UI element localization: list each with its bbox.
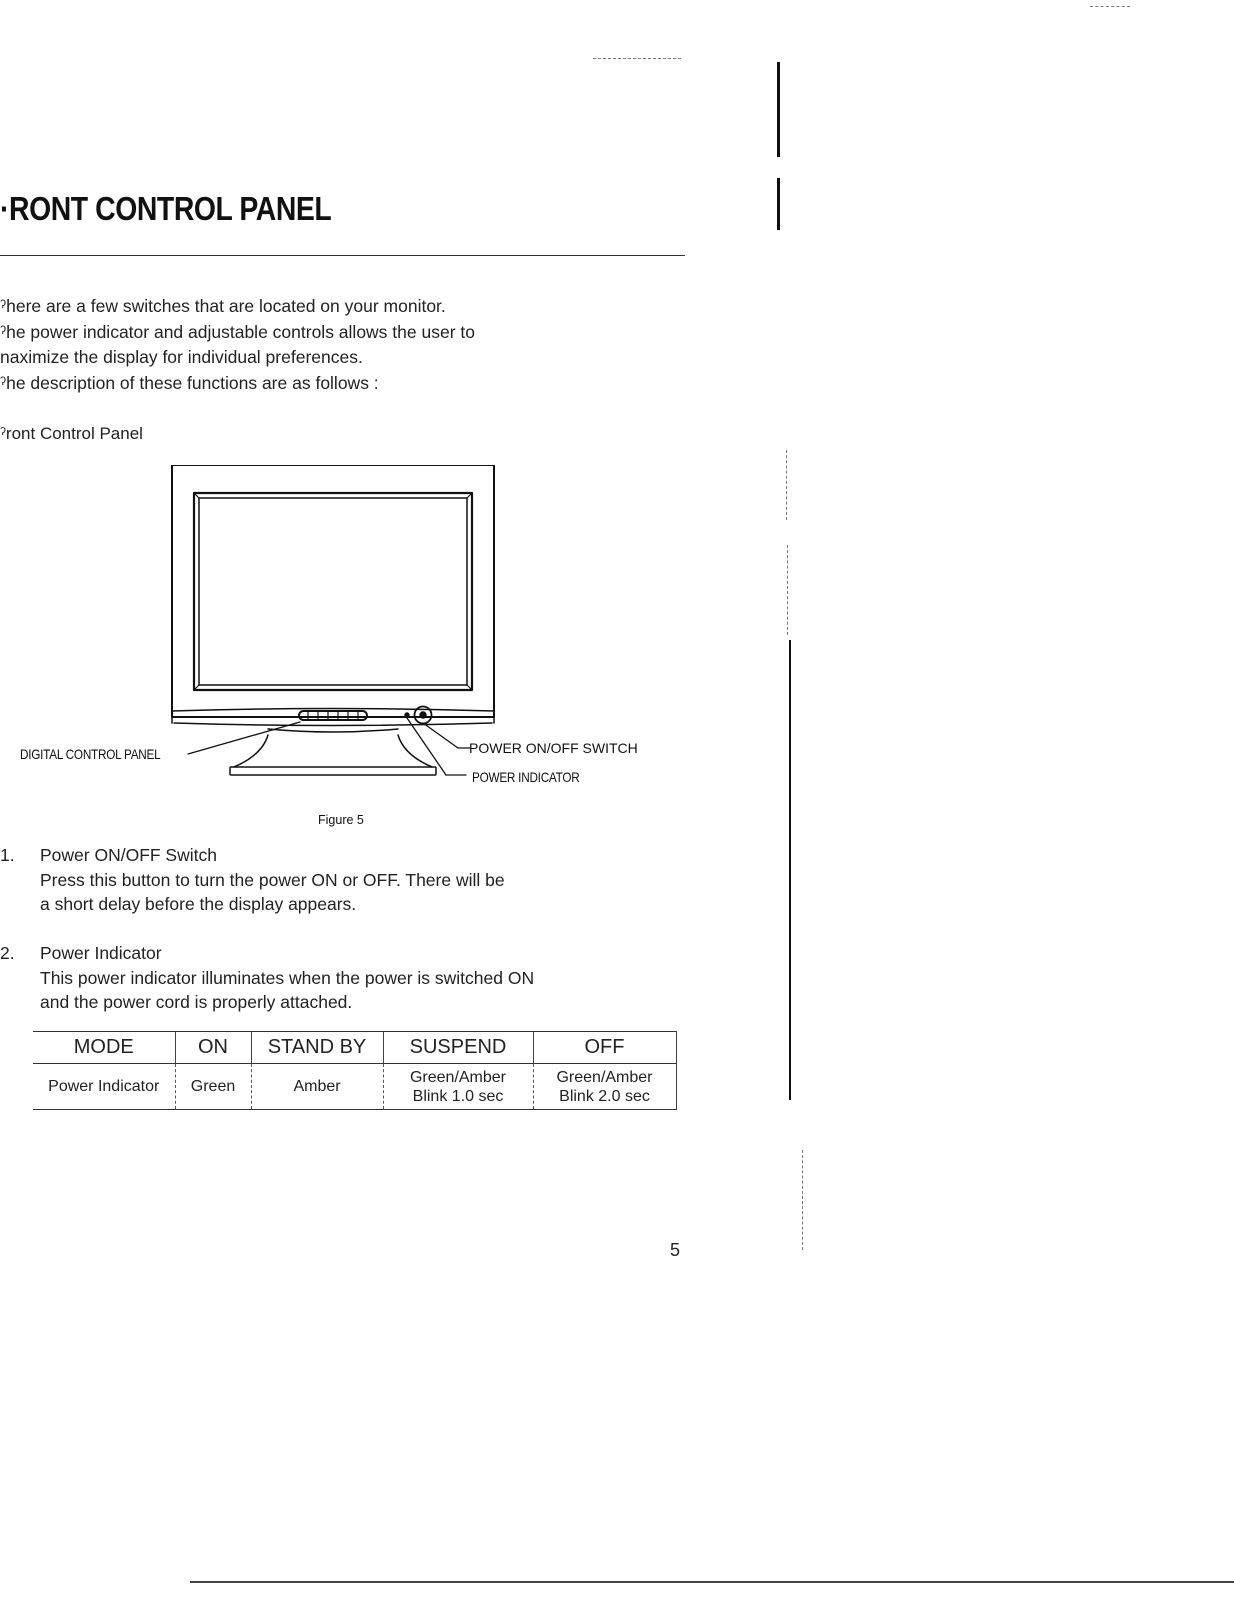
table-cell-off	[533, 1064, 676, 1110]
callout-digital-control-panel: DIGITAL CONTROL PANEL	[20, 746, 161, 762]
intro-line: ˀhe description of these functions are as follows :	[0, 372, 379, 393]
page-number: 5	[670, 1240, 681, 1260]
figure-label: ˀront Control Panel	[0, 424, 143, 443]
table-header: ON	[175, 1032, 251, 1064]
table-header: OFF	[533, 1032, 676, 1064]
table-cell-on: Green	[175, 1064, 251, 1110]
scan-mark	[786, 450, 787, 520]
scan-mark	[787, 545, 788, 635]
table-row	[33, 1064, 676, 1110]
cell-line: Blink 1.0 sec	[412, 1087, 504, 1105]
monitor-bezel	[172, 465, 494, 717]
item-number: 2.	[0, 943, 15, 963]
title-rule	[0, 255, 685, 256]
binding-mark	[777, 178, 780, 230]
item-heading: Power Indicator	[40, 943, 162, 963]
intro-paragraph	[0, 294, 475, 396]
figure-caption: Figure 5	[318, 813, 364, 827]
table-header: STAND BY	[251, 1032, 383, 1064]
scan-mark	[1090, 6, 1130, 7]
item-heading: Power ON/OFF Switch	[40, 845, 217, 865]
cell-line: Blink 2.0 sec	[559, 1087, 650, 1105]
table-cell-label: Power Indicator	[33, 1064, 175, 1110]
table-header: SUSPEND	[383, 1032, 533, 1064]
binding-mark	[789, 640, 791, 1100]
page-title: ·RONT CONTROL PANEL	[0, 190, 332, 227]
cell-line: Green/Amber	[409, 1068, 507, 1086]
item-line: and the power cord is properly attached.	[40, 992, 353, 1012]
page-edge-line	[190, 1581, 1234, 1583]
item-line: This power indicator illuminates when the power is switched ON	[40, 967, 535, 988]
intro-line: naximize the display for individual preferences.	[0, 347, 363, 367]
intro-line: ˀhe power indicator and adjustable controls allows the user to	[0, 321, 475, 342]
item-line: Press this button to turn the power ON or OFF. There will be	[40, 869, 505, 890]
monitor-screen	[199, 498, 467, 685]
table-cell-standby: Amber	[251, 1064, 383, 1110]
digital-control-buttons	[299, 711, 367, 720]
table-cell-suspend	[383, 1064, 533, 1110]
power-indicator-light	[405, 713, 409, 717]
intro-line: ˀhere are a few switches that are located on your monitor.	[0, 296, 446, 316]
monitor-base	[230, 767, 436, 775]
cell-line: Green/Amber	[556, 1068, 653, 1086]
table-header-row	[33, 1032, 676, 1064]
scan-mark	[593, 58, 681, 59]
monitor-screen-frame	[194, 493, 472, 690]
item-body	[40, 941, 534, 1015]
callout-power-switch: POWER ON/OFF SWITCH	[469, 740, 638, 756]
table-header: MODE	[33, 1032, 175, 1064]
item-line: a short delay before the display appears.	[40, 894, 357, 914]
item-body	[40, 843, 505, 917]
callout-power-indicator: POWER INDICATOR	[472, 769, 580, 785]
binding-mark	[777, 62, 780, 157]
scan-mark	[802, 1150, 803, 1250]
power-mode-table	[33, 1031, 677, 1110]
item-number: 1.	[0, 845, 15, 865]
